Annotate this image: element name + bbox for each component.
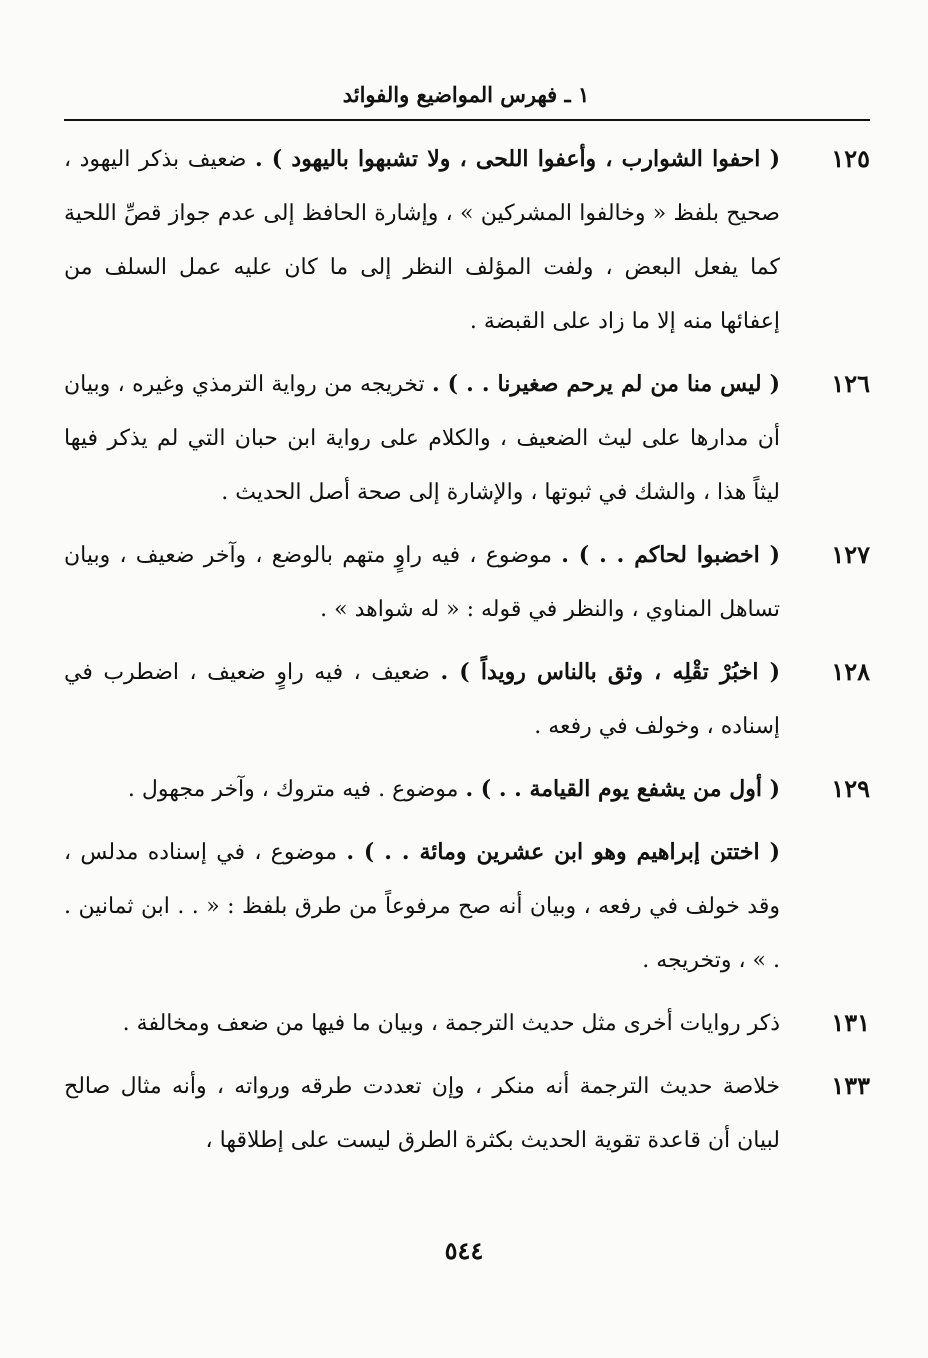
entry-page-number: ١٢٨ [831, 657, 870, 686]
entry-text: موضوع ، فيه راوٍ متهم بالوضع ، وآخر ضعيف ، وبيان تساهل المناوي ، والنظر في قوله : « له شواهد » . [64, 543, 780, 622]
index-entry [64, 1059, 870, 1168]
hadith-text: ( اخضبوا لحاكم . . ) . [561, 542, 780, 568]
entry-text: ضعيف ، فيه راوٍ ضعيف ، اضطرب في إسناده ، وخولف في رفعه . [64, 660, 780, 739]
header-rule [64, 119, 870, 121]
entry-page-number: ١٣١ [831, 1008, 870, 1037]
entry-text: تخريجه من رواية الترمذي وغيره ، وبيان أن مدارها على ليث الضعيف ، والكلام على رواية ابن حبان التي لم يذكر فيها ليثاً هذا ، والشك في ثبوتها ، والإشارة إلى صحة أصل الحديث . [64, 372, 780, 505]
index-entries [64, 132, 870, 1176]
entry-text: موضوع ، في إسناده مدلس ، وقد خولف في رفعه ، وبيان أنه صح مرفوعاً من طرق بلفظ : « . . ابن ثمانين . . » ، وتخريجه . [64, 840, 780, 973]
entry-text: ضعيف بذكر اليهود ، صحيح بلفظ « وخالفوا المشركين » ، وإشارة الحافظ إلى عدم جواز قصِّ اللحية كما يفعل البعض ، ولفت المؤلف النظر إلى ما كان عليه عمل السلف من إعفائها منه إلا ما زاد على القبضة . [64, 147, 780, 334]
entry-text: موضوع . فيه متروك ، وآخر مجهول . [127, 777, 459, 802]
entry-body [64, 825, 780, 988]
entry-text: خلاصة حديث الترجمة أنه منكر ، وإن تعددت طرقه ورواته ، وأنه مثال صالح لبيان أن قاعدة تقوية الحديث بكثرة الطرق ليست على إطلاقها ، [64, 1074, 781, 1153]
entry-page-number: ١٣٣ [831, 1071, 870, 1100]
hadith-text: ( اخبُرْ تقْلِه ، وثق بالناس رويداً ) . [440, 659, 780, 685]
entry-body [64, 1059, 780, 1168]
entry-body [64, 528, 780, 637]
index-entry [64, 357, 870, 520]
index-entry [64, 996, 870, 1051]
page-header: ١ ـ فهرس المواضيع والفوائد [342, 82, 590, 107]
hadith-text: ( احفوا الشوارب ، وأعفوا اللحى ، ولا تشبهوا باليهود ) . [254, 146, 781, 172]
index-entry [64, 825, 870, 988]
index-entry [64, 645, 870, 754]
entry-page-number [780, 825, 870, 988]
index-entry [64, 132, 870, 349]
entry-page-number: ١٢٩ [831, 774, 870, 803]
entry-body [64, 357, 780, 520]
entry-body [64, 132, 780, 349]
page-number: ٥٤٤ [444, 1236, 484, 1265]
hadith-text: ( ليس منا من لم يرحم صغيرنا . . ) . [431, 371, 781, 397]
index-entry [64, 528, 870, 637]
entry-body [64, 645, 780, 754]
entry-page-number: ١٢٥ [831, 144, 870, 173]
entry-page-number: ١٢٧ [831, 540, 870, 569]
entry-text: ذكر روايات أخرى مثل حديث الترجمة ، وبيان ما فيها من ضعف ومخالفة . [122, 1011, 780, 1036]
hadith-text: ( أول من يشفع يوم القيامة . . ) . [465, 776, 780, 802]
entry-body [64, 762, 780, 817]
hadith-text: ( اختتن إبراهيم وهو ابن عشرين ومائة . . ) . [346, 839, 780, 865]
entry-body [64, 996, 780, 1051]
index-entry [64, 762, 870, 817]
entry-page-number: ١٢٦ [831, 369, 870, 398]
